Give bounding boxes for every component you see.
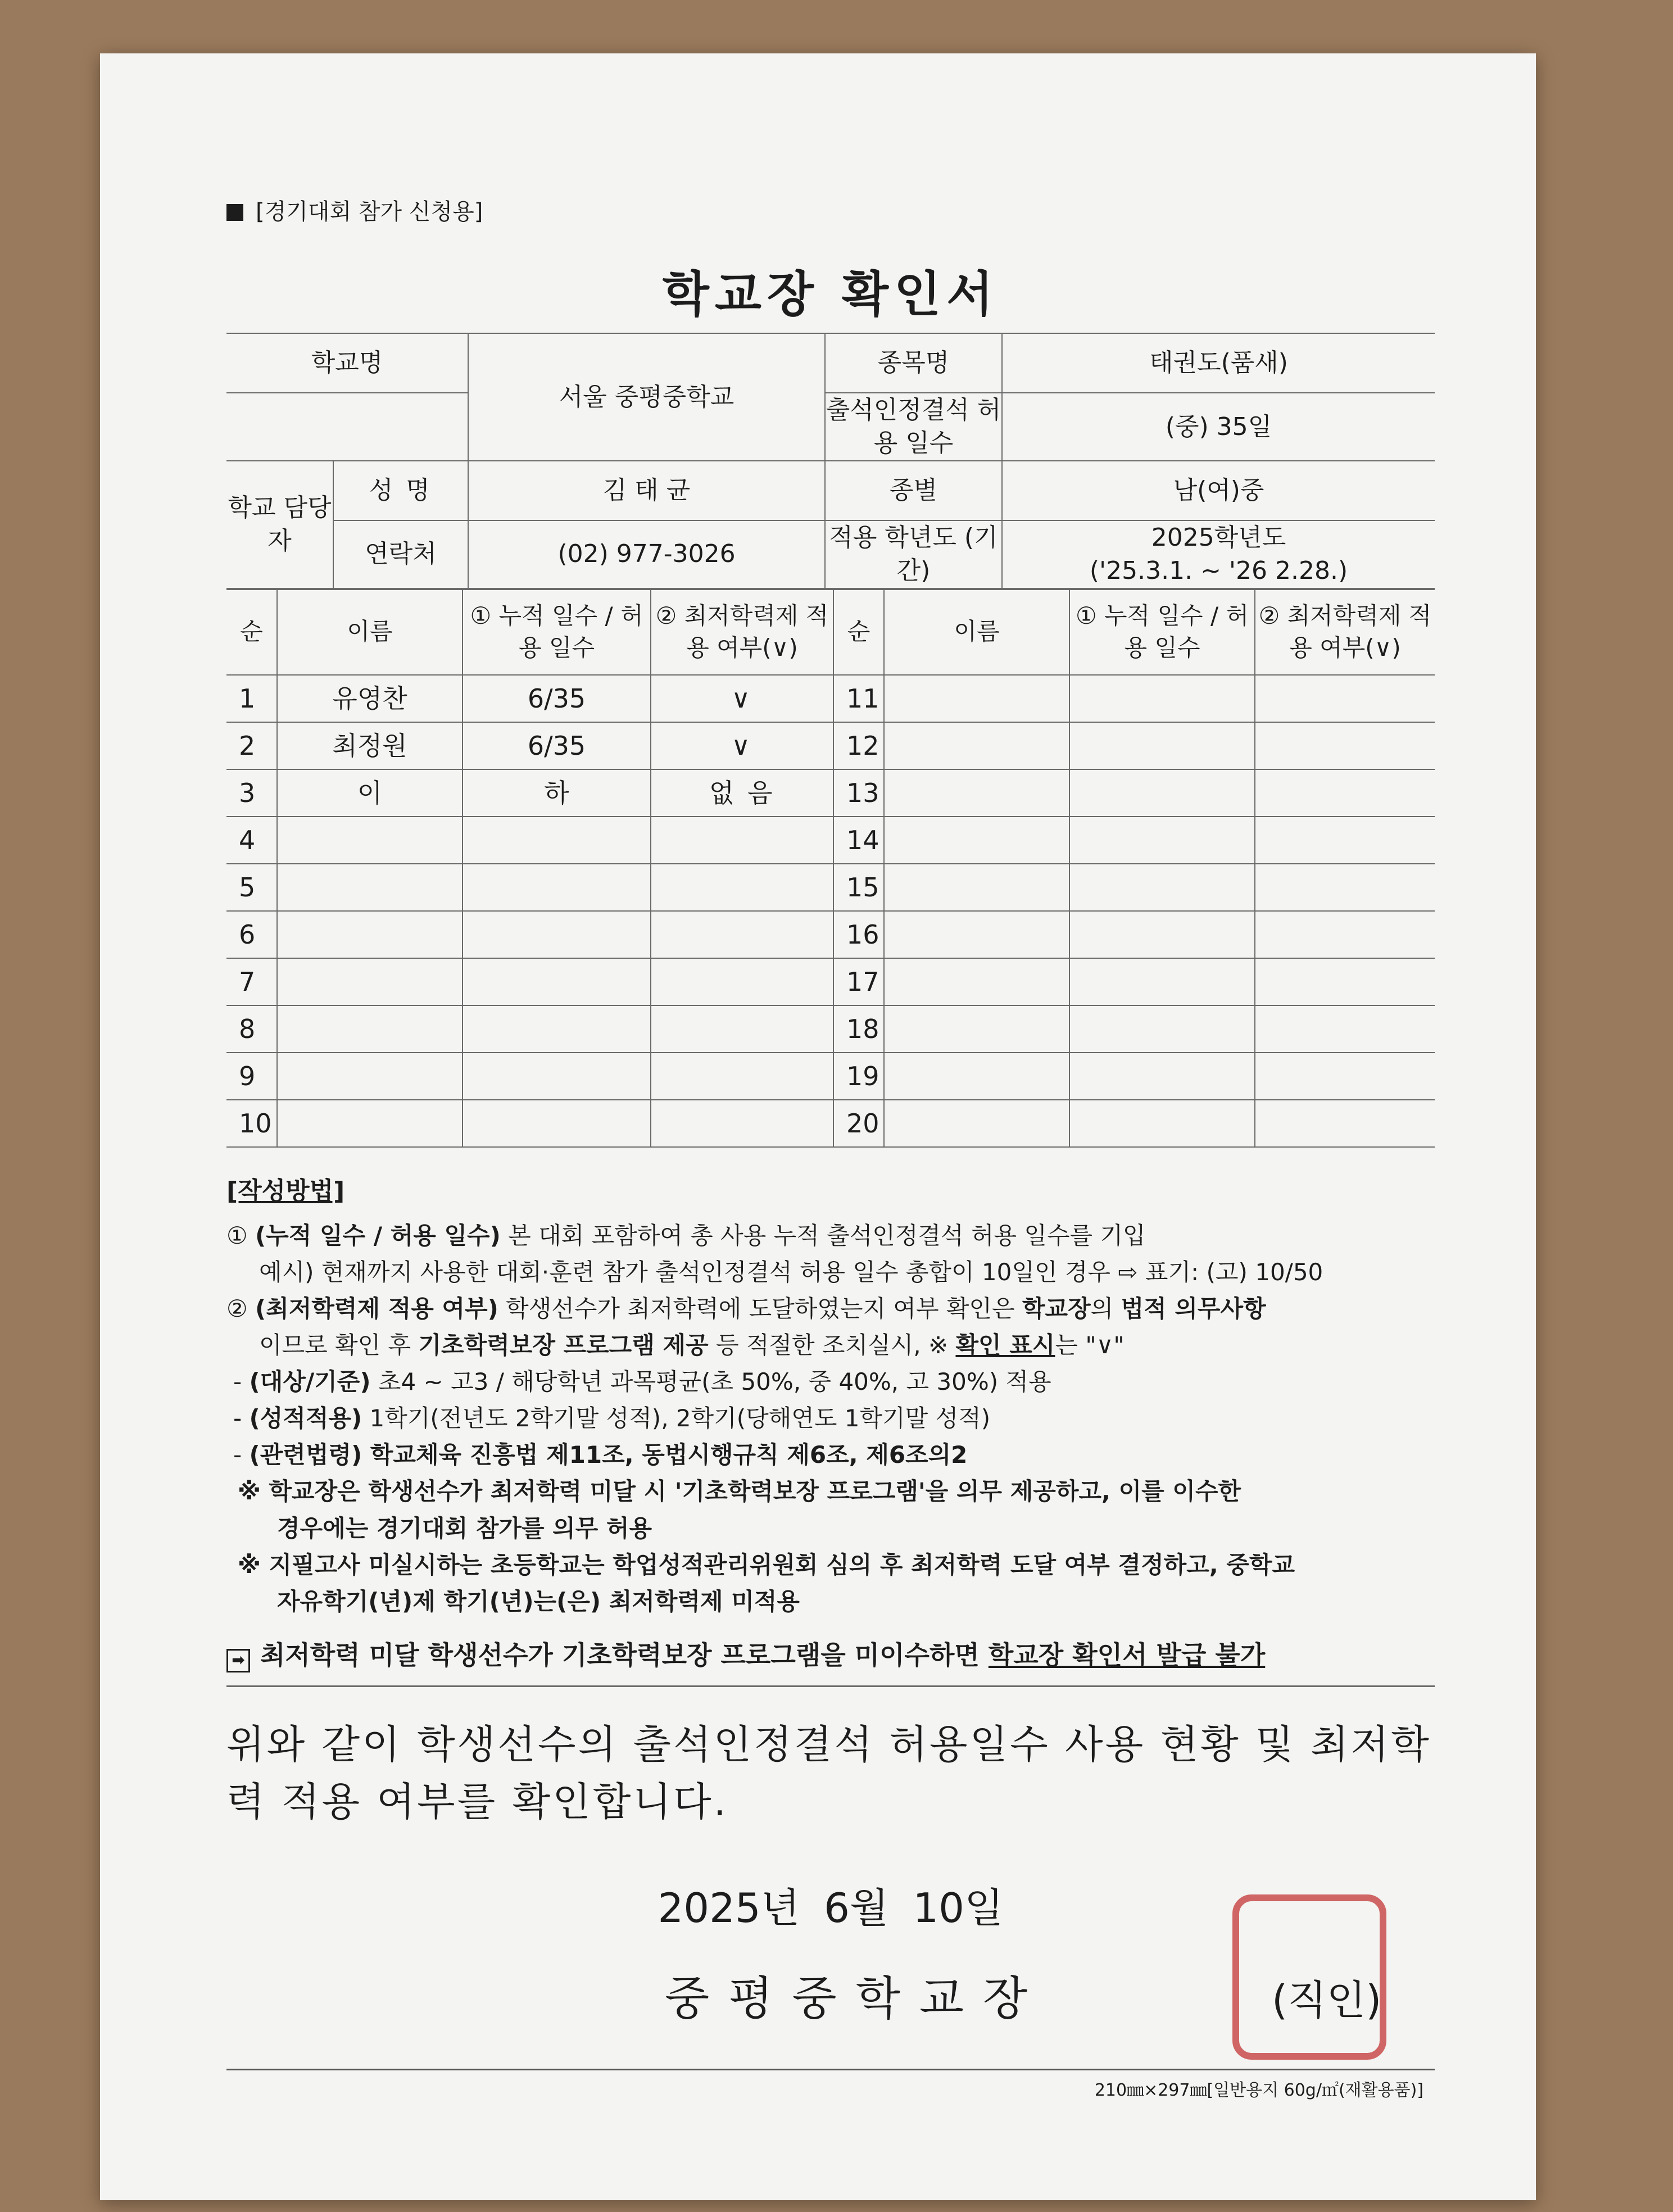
roster-body (226, 675, 1435, 1147)
method-section (226, 1172, 1435, 1688)
roster-header-row (226, 590, 1435, 675)
row-number: 5 (226, 864, 277, 911)
row-name-right (884, 864, 1069, 911)
row-applied (651, 864, 833, 911)
signer-name: 중평중학교장 (665, 1972, 1047, 2026)
dash3-bold: (관련법령) (249, 1441, 362, 1469)
method-dash-2: - (성적적용) 1학기(전년도 2학기말 성적), 2학기(당해연도 1학기말 성적) (233, 1404, 991, 1433)
row-name (277, 1100, 463, 1147)
row-days-right (1069, 817, 1255, 864)
row-name: 이 (277, 769, 463, 817)
year-value: 2025학년도 (1151, 523, 1286, 552)
row-name (277, 1053, 463, 1100)
row-number-right: 19 (833, 1053, 884, 1100)
sex-label: 종별 (825, 461, 1002, 520)
row-name-right (884, 1005, 1069, 1053)
row-applied-right (1255, 675, 1435, 722)
method-note-2-line2: 자유학기(년)제 학기(년)는(은) 최저학력제 미적용 (277, 1587, 800, 1615)
row-applied (651, 1005, 833, 1053)
row-applied (651, 1100, 833, 1147)
row-days-right (1069, 864, 1255, 911)
table-row (226, 1005, 1435, 1053)
method-dash-3: - (관련법령) 학교체육 진흥법 제11조, 동법시행규칙 제6조, 제6조의2 (233, 1441, 968, 1469)
circled-one: ① (226, 1221, 248, 1249)
dash1-bold: (대상/기준) (249, 1368, 371, 1396)
item2-line2-bold: 기초학력보장 프로그램 제공 (418, 1331, 709, 1359)
row-applied (651, 817, 833, 864)
document-body (226, 194, 1435, 2101)
document-paper (100, 53, 1536, 2200)
row-days-right (1069, 1053, 1255, 1100)
row-applied (651, 1053, 833, 1100)
year-cell (1002, 520, 1435, 588)
row-days-right (1069, 911, 1255, 958)
dash3-text: 학교체육 진흥법 제11조, 동법시행규칙 제6조, 제6조의2 (362, 1441, 968, 1469)
row-days (463, 958, 651, 1005)
row-name-right (884, 722, 1069, 769)
dash2-bold: (성적적용) (249, 1404, 362, 1433)
row-number-right: 15 (833, 864, 884, 911)
row-days (463, 1100, 651, 1147)
row-days (463, 864, 651, 911)
row-name-right (884, 958, 1069, 1005)
col-days-right: ① 누적 일수 / 허용 일수 (1069, 590, 1255, 675)
row-applied-right (1255, 1100, 1435, 1147)
item2-text-a: 학생선수가 최저학력에 도달하였는지 여부 확인은 (498, 1294, 1022, 1322)
item1-bold: (누적 일수 / 허용 일수) (255, 1221, 501, 1249)
row-name-right (884, 1053, 1069, 1100)
row-days-right (1069, 958, 1255, 1005)
row-number-right: 17 (833, 958, 884, 1005)
issue-date: 2025년 6월 10일 (658, 1884, 1004, 1932)
row-applied-right (1255, 722, 1435, 769)
row-applied: 없 음 (651, 769, 833, 817)
row-name (277, 864, 463, 911)
page-title: 학교장 확인서 (662, 266, 999, 323)
table-row (226, 769, 1435, 817)
method-dash-1: - (대상/기준) 초4 ~ 고3 / 해당학년 과목평균(초 50%, 중 40%, 고 30%) 적용 (233, 1368, 1051, 1396)
school-label-cont (226, 393, 468, 461)
divider (226, 1685, 1435, 1687)
absence-label: 출석인정결석 허용 일수 (825, 393, 1002, 461)
row-number-right: 18 (833, 1005, 884, 1053)
row-number: 3 (226, 769, 277, 817)
row-days (463, 1005, 651, 1053)
row-days-right (1069, 722, 1255, 769)
col-no-right: 순 (833, 590, 884, 675)
col-days: ① 누적 일수 / 허용 일수 (463, 590, 651, 675)
table-row (226, 675, 1435, 722)
item2-bold: (최저학력제 적용 여부) (255, 1294, 498, 1322)
table-row (226, 864, 1435, 911)
item2-bold-d: 법적 의무사항 (1121, 1294, 1266, 1322)
row-number: 8 (226, 1005, 277, 1053)
footer-divider (226, 2069, 1435, 2070)
item2-bold-b: 학교장 (1022, 1294, 1091, 1322)
row-applied: ∨ (651, 675, 833, 722)
warning-underline: 학교장 확인서 발급 불가 (988, 1639, 1266, 1670)
doc-type-line (226, 194, 1435, 226)
signer-block (226, 1962, 1435, 2035)
warning-text: 최저학력 미달 학생선수가 기초학력보장 프로그램을 미이수하면 (260, 1639, 989, 1670)
name-label: 성 명 (333, 461, 468, 520)
item2-line2-underline: 확인 표시 (955, 1331, 1055, 1359)
roster-table (226, 589, 1435, 1148)
row-applied-right (1255, 958, 1435, 1005)
row-days-right (1069, 1005, 1255, 1053)
school-value: 서울 중평중학교 (468, 333, 825, 461)
table-row (226, 1100, 1435, 1147)
row-days: 6/35 (463, 722, 651, 769)
row-applied (651, 958, 833, 1005)
row-number-right: 20 (833, 1100, 884, 1147)
row-name (277, 911, 463, 958)
row-name-right (884, 675, 1069, 722)
row-days (463, 817, 651, 864)
row-applied-right (1255, 1005, 1435, 1053)
seal-label: (직인) (1272, 1977, 1382, 2024)
row-days-right (1069, 675, 1255, 722)
row-number: 2 (226, 722, 277, 769)
method-note-1-line2: 경우에는 경기대회 참가를 의무 허용 (277, 1514, 652, 1542)
phone-value: (02) 977-3026 (468, 520, 825, 588)
row-applied-right (1255, 817, 1435, 864)
row-applied-right (1255, 864, 1435, 911)
doc-type-label: [경기대회 참가 신청용] (256, 199, 483, 225)
item2-line2-a: 이므로 확인 후 (259, 1331, 419, 1359)
row-name: 유영찬 (277, 675, 463, 722)
item2-line2-b: 등 적절한 조치실시, ※ (708, 1331, 956, 1359)
row-applied: ∨ (651, 722, 833, 769)
item1-text: 본 대회 포함하여 총 사용 누적 출석인정결석 허용 일수를 기입 (500, 1221, 1146, 1249)
row-name-right (884, 1100, 1069, 1147)
row-number-right: 12 (833, 722, 884, 769)
row-number: 7 (226, 958, 277, 1005)
sex-value: 남(여)중 (1002, 461, 1435, 520)
phone-label: 연락처 (333, 520, 468, 588)
method-heading: [작성방법] (226, 1176, 345, 1205)
year-period: ('25.3.1. ~ '26 2.28.) (1089, 556, 1348, 586)
row-applied-right (1255, 769, 1435, 817)
row-days (463, 1053, 651, 1100)
col-applied-right: ② 최저학력제 적용 여부(∨) (1255, 590, 1435, 675)
row-name (277, 817, 463, 864)
col-name-right: 이름 (884, 590, 1069, 675)
confirm-statement: 위와 같이 학생선수의 출석인정결석 허용일수 사용 현황 및 최저학력 적용 여부를 확인합니다. (226, 1721, 1431, 1825)
year-label: 적용 학년도 (기간) (825, 520, 1002, 588)
row-applied (651, 911, 833, 958)
row-days-right (1069, 769, 1255, 817)
row-days-right (1069, 1100, 1255, 1147)
row-number: 10 (226, 1100, 277, 1147)
row-name-right (884, 817, 1069, 864)
method-note-1: ※ 학교장은 학생선수가 최저학력 미달 시 '기초학력보장 프로그램'을 의무 제공하고, 이를 이수한 (238, 1477, 1241, 1506)
dash2-text: 1학기(전년도 2학기말 성적), 2학기(당해연도 1학기말 성적) (362, 1404, 991, 1433)
arrow-box-icon: ➡ (226, 1649, 250, 1672)
table-row (226, 722, 1435, 769)
table-row (226, 958, 1435, 1005)
method-item-2-line2 (226, 1327, 1435, 1363)
table-row (226, 1053, 1435, 1100)
row-number-right: 13 (833, 769, 884, 817)
circled-two: ② (226, 1294, 248, 1322)
row-days: 하 (463, 769, 651, 817)
contact-group-label: 학교 담당자 (226, 461, 333, 588)
row-name (277, 958, 463, 1005)
absence-value: (중) 35일 (1002, 393, 1435, 461)
col-applied: ② 최저학력제 적용 여부(∨) (651, 590, 833, 675)
info-table (226, 333, 1435, 589)
table-row (226, 817, 1435, 864)
row-number-right: 16 (833, 911, 884, 958)
row-name (277, 1005, 463, 1053)
method-item-1-example: 예시) 현재까지 사용한 대회·훈련 참가 출석인정결석 허용 일수 총합이 10일인 경우 ⇨ 표기: (고) 10/50 (259, 1258, 1323, 1286)
method-note-2: ※ 지필고사 미실시하는 초등학교는 학업성적관리위원회 심의 후 최저학력 도달 여부 결정하고, 중학교 (238, 1551, 1295, 1579)
name-value: 김 태 균 (468, 461, 825, 520)
row-name-right (884, 911, 1069, 958)
warning-line (226, 1635, 1435, 1675)
row-name: 최정원 (277, 722, 463, 769)
row-number: 6 (226, 911, 277, 958)
paper-spec: 210㎜×297㎜[일반용지 60g/㎡(재활용품)] (1094, 2080, 1423, 2101)
row-name-right (884, 769, 1069, 817)
square-bullet-icon (226, 204, 243, 221)
row-days (463, 911, 651, 958)
item2-line2-c: 는 "∨" (1055, 1331, 1125, 1359)
event-label: 종목명 (825, 333, 1002, 393)
col-name: 이름 (277, 590, 463, 675)
col-no: 순 (226, 590, 277, 675)
method-item-2 (226, 1290, 1435, 1327)
dash1-text: 초4 ~ 고3 / 해당학년 과목평균(초 50%, 중 40%, 고 30%) 적용 (370, 1368, 1051, 1396)
row-number-right: 14 (833, 817, 884, 864)
row-applied-right (1255, 911, 1435, 958)
row-number: 9 (226, 1053, 277, 1100)
row-number-right: 11 (833, 675, 884, 722)
row-number: 4 (226, 817, 277, 864)
method-item-1 (226, 1217, 1435, 1254)
row-applied-right (1255, 1053, 1435, 1100)
school-label: 학교명 (226, 333, 468, 393)
item2-text-c: 의 (1090, 1294, 1121, 1322)
event-value: 태권도(품새) (1002, 333, 1435, 393)
table-row (226, 911, 1435, 958)
row-number: 1 (226, 675, 277, 722)
row-days: 6/35 (463, 675, 651, 722)
